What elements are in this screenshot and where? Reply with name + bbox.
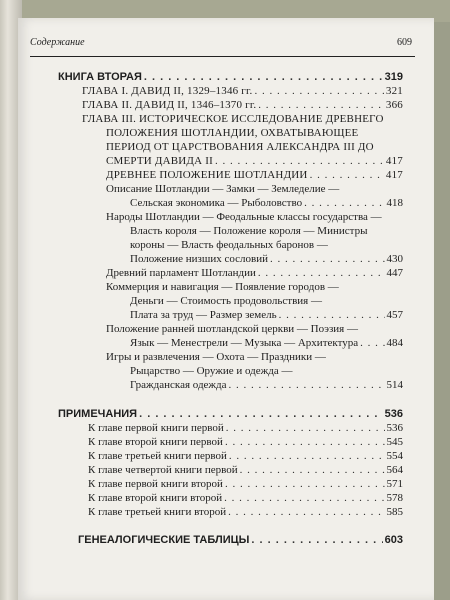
toc-entry-label: К главе первой книги первой: [88, 422, 224, 434]
leader-dots: [360, 337, 384, 350]
leader-dots: [229, 379, 385, 392]
toc-entry-page: 457: [386, 309, 403, 321]
toc-entry-chapter-3: [106, 155, 403, 168]
toc-entry-page: 536: [386, 422, 403, 434]
toc-entry-label: Сельская экономика — Рыболовство: [130, 197, 303, 209]
leader-dots: [224, 492, 384, 505]
toc-entry-label: К главе третьей книги первой: [88, 450, 227, 462]
toc-entry-label: ГЕНЕАЛОГИЧЕСКИЕ ТАБЛИЦЫ: [78, 534, 250, 546]
toc-entry-book-two: [58, 71, 403, 84]
toc-entry-label: ПРИМЕЧАНИЯ: [58, 408, 138, 420]
toc-entry-label: К главе четвертой книги первой: [88, 464, 238, 476]
toc-entry-label: Древний парламент Шотландии: [106, 267, 256, 279]
toc-entry-label: К главе второй книги первой: [88, 436, 223, 448]
leader-dots: [251, 534, 382, 547]
toc-entry-page: 484: [386, 337, 403, 349]
toc-entry-label: СМЕРТИ ДАВИДА II: [106, 155, 213, 167]
toc-note-item: [88, 478, 403, 491]
toc-entry-description: [130, 197, 403, 210]
header-rule: [30, 56, 415, 57]
toc-entry-label: Положение низших сословий: [130, 253, 268, 265]
toc-entry-peoples-line-2: Власть короля — Положение короля — Министры: [130, 225, 368, 237]
toc-entry-page: 571: [386, 478, 403, 490]
toc-note-item: [88, 506, 403, 519]
toc-entry-page: 417: [385, 155, 403, 167]
toc-note-item: [88, 450, 403, 463]
toc-entry-peoples-line-3: короны — Власть феодальных баронов —: [130, 239, 328, 251]
toc-entry-games: [130, 379, 403, 392]
leader-dots: [229, 450, 385, 463]
leader-dots: [139, 408, 383, 421]
toc-entry-label: ДРЕВНЕЕ ПОЛОЖЕНИЕ ШОТЛАНДИИ: [106, 169, 308, 181]
toc-entry-ancient-scotland: [106, 169, 403, 182]
toc-entry-commerce-line-2: Деньги — Стоимость продовольствия —: [130, 295, 322, 307]
leader-dots: [254, 85, 383, 98]
leader-dots: [226, 422, 385, 435]
toc-note-item: [88, 464, 403, 477]
toc-entry-church-line-1: Положение ранней шотландской церкви — Поэзия —: [106, 323, 358, 335]
toc-entry-page: 578: [386, 492, 403, 504]
toc-entry-commerce: [130, 309, 403, 322]
leader-dots: [310, 169, 384, 182]
toc-entry-chapter-3-line-1: ГЛАВА III. ИСТОРИЧЕСКОЕ ИССЛЕДОВАНИЕ ДРЕВНЕГО: [82, 113, 384, 125]
toc-entry-description-line-1: Описание Шотландии — Замки — Земледелие —: [106, 183, 340, 195]
leader-dots: [279, 309, 385, 322]
toc-entry-page: 585: [386, 506, 403, 518]
toc-entry-label: К главе первой книги второй: [88, 478, 223, 490]
toc-entry-chapter-2: [82, 99, 403, 112]
toc-entry-notes: [58, 408, 403, 421]
toc-entry-commerce-line-1: Коммерция и навигация — Появление городов —: [106, 281, 339, 293]
leader-dots: [144, 71, 383, 84]
toc-entry-page: 545: [386, 436, 403, 448]
toc-entry-genealogy: [78, 534, 403, 547]
toc-entry-page: 417: [385, 169, 403, 181]
toc-entry-page: 603: [384, 534, 403, 546]
toc-entry-label: ГЛАВА II. ДАВИД II, 1346–1370 гг.: [82, 99, 257, 111]
toc-entry-page: 554: [386, 450, 403, 462]
leader-dots: [228, 506, 384, 519]
leader-dots: [215, 155, 384, 168]
toc-entry-label: Плата за труд — Размер земель: [130, 309, 277, 321]
toc-entry-church: [130, 337, 403, 350]
leader-dots: [225, 436, 385, 449]
running-header-page-number: 609: [397, 37, 412, 48]
toc-entry-page: 564: [386, 464, 403, 476]
toc-entry-label: К главе второй книги второй: [88, 492, 223, 504]
leader-dots: [270, 253, 385, 266]
toc-entry-page: 447: [386, 267, 403, 279]
toc-entry-peoples: [130, 253, 403, 266]
toc-entry-games-line-1: Игры и развлечения — Охота — Праздники —: [106, 351, 326, 363]
toc-entry-page: 366: [385, 99, 403, 111]
toc-entry-chapter-3-line-2: ПОЛОЖЕНИЯ ШОТЛАНДИИ, ОХВАТЫВАЮЩЕЕ: [106, 127, 359, 139]
leader-dots: [258, 99, 384, 112]
toc-entry-page: 514: [386, 379, 403, 391]
toc-entry-label: ГЛАВА I. ДАВИД II, 1329–1346 гг.: [82, 85, 253, 97]
toc-entry-peoples-line-1: Народы Шотландии — Феодальные классы государства —: [106, 211, 382, 223]
toc-entry-label: К главе третьей книги второй: [88, 506, 227, 518]
toc-entry-page: 321: [385, 85, 403, 97]
toc-entry-label: Гражданская одежда: [130, 379, 227, 391]
toc-entry-page: 536: [384, 408, 403, 420]
toc-entry-games-line-2: Рыцарство — Оружие и одежда —: [130, 365, 293, 377]
running-header-title: Содержание: [30, 37, 85, 48]
leader-dots: [258, 267, 385, 280]
toc-entry-chapter-3-line-3: ПЕРИОД ОТ ЦАРСТВОВАНИЯ АЛЕКСАНДРА III ДО: [106, 141, 374, 153]
leader-dots: [225, 478, 385, 491]
toc-entry-page: 319: [384, 71, 403, 83]
toc-entry-page: 418: [386, 197, 403, 209]
toc-note-item: [88, 492, 403, 505]
leader-dots: [240, 464, 385, 477]
toc-entry-label: КНИГА ВТОРАЯ: [58, 71, 142, 83]
toc-note-item: [88, 422, 403, 435]
toc-entry-parliament: [106, 267, 403, 280]
leader-dots: [304, 197, 384, 210]
toc-entry-page: 430: [386, 253, 403, 265]
toc-entry-label: Язык — Менестрели — Музыка — Архитектура: [130, 337, 359, 349]
toc-entry-chapter-1: [82, 85, 403, 98]
toc-note-item: [88, 436, 403, 449]
